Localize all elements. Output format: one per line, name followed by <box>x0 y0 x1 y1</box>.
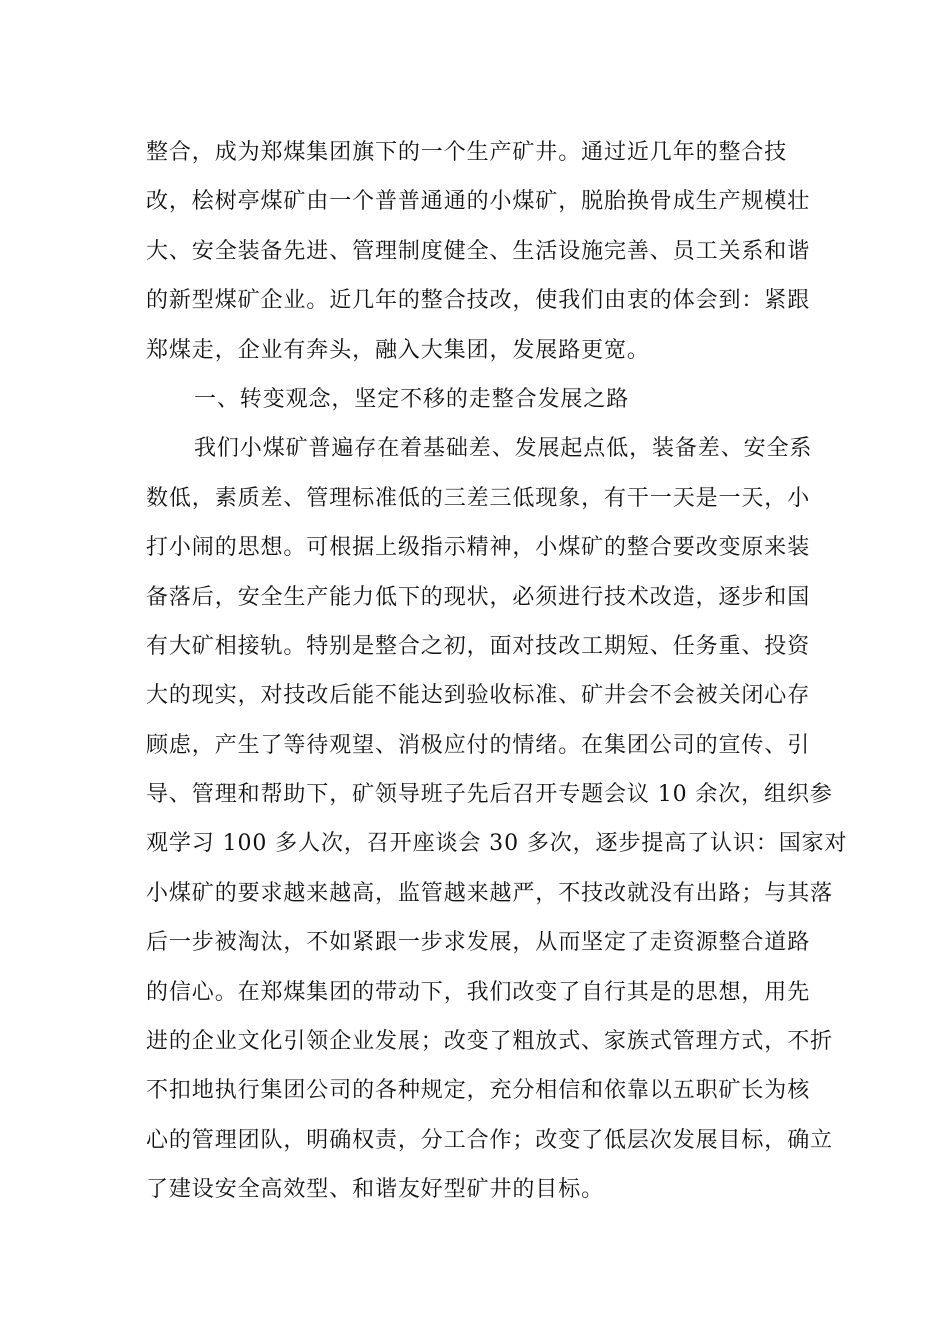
text-line: 导、管理和帮助下，矿领导班子先后召开专题会议 10 余次，组织参 <box>146 782 833 808</box>
text-line: 不扣地执行集团公司的各种规定，充分相信和依靠以五职矿长为核 <box>146 1078 811 1104</box>
text-line: 的新型煤矿企业。近几年的整合技改，使我们由衷的体会到：紧跟 <box>146 288 811 314</box>
text-line: 了建设安全高效型、和谐友好型矿井的目标。 <box>146 1177 605 1203</box>
text-line: 改，桧树亭煤矿由一个普普通通的小煤矿，脱胎换骨成生产规模壮 <box>146 189 811 215</box>
text-line: 的信心。在郑煤集团的带动下，我们改变了自行其是的思想，用先 <box>146 979 811 1005</box>
text-line: 心的管理团队，明确权责，分工合作；改变了低层次发展目标，确立 <box>146 1127 834 1153</box>
text-line: 顾虑，产生了等待观望、消极应付的情绪。在集团公司的宣传、引 <box>146 732 811 758</box>
text-line: 进的企业文化引领企业发展；改变了粗放式、家族式管理方式，不折 <box>146 1029 834 1055</box>
text-line: 郑煤走，企业有奔头，融入大集团，发展路更宽。 <box>146 337 650 363</box>
text-line: 观学习 100 多人次，召开座谈会 30 多次，逐步提高了认识：国家对 <box>146 831 848 857</box>
paragraph-first-line: 我们小煤矿普遍存在着基础差、发展起点低，装备差、安全系 <box>194 436 813 462</box>
text-line: 后一步被淘汰，不如紧跟一步求发展，从而坚定了走资源整合道路 <box>146 930 811 956</box>
text-line: 有大矿相接轨。特别是整合之初，面对技改工期短、任务重、投资 <box>146 633 811 659</box>
document-body <box>146 128 848 1215</box>
text-line: 数低，素质差、管理标准低的三差三低现象，有干一天是一天，小 <box>146 485 811 511</box>
text-line: 整合，成为郑煤集团旗下的一个生产矿井。通过近几年的整合技 <box>146 140 788 165</box>
text-line: 大的现实，对技改后能不能达到验收标准、矿井会不会被关闭心存 <box>146 683 811 709</box>
text-line: 小煤矿的要求越来越高，监管越来越严，不技改就没有出路；与其落 <box>146 880 834 906</box>
section-heading: 一、转变观念，坚定不移的走整合发展之路 <box>194 386 630 412</box>
text-line: 打小闹的思想。可根据上级指示精神，小煤矿的整合要改变原来装 <box>146 535 811 561</box>
text-line: 大、安全装备先进、管理制度健全、生活设施完善、员工关系和谐 <box>146 238 811 264</box>
text-line: 备落后，安全生产能力低下的现状，必须进行技术改造，逐步和国 <box>146 584 811 610</box>
